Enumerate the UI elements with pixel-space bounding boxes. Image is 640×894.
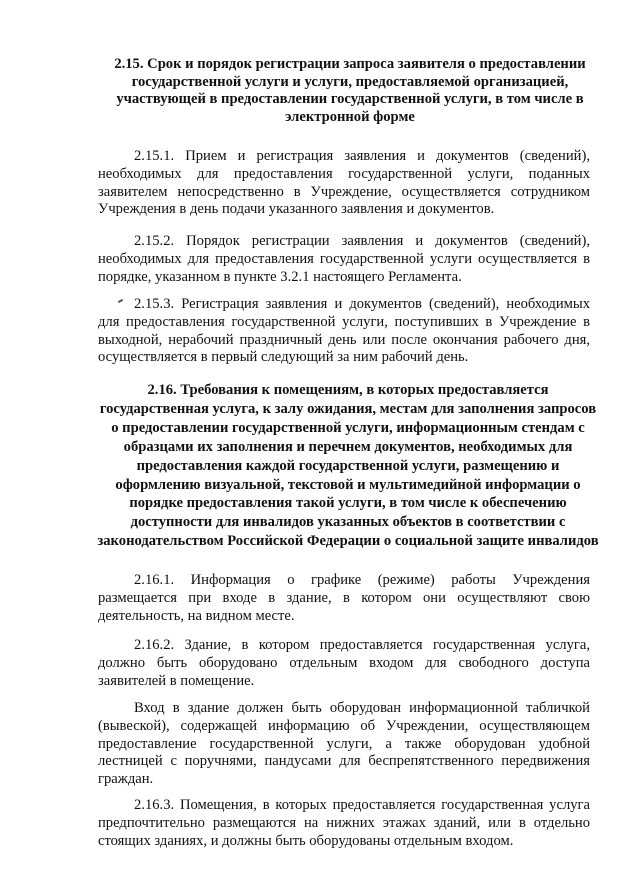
paragraph-entrance: Вход в здание должен быть оборудован информационной табличкой (вывеской), содержащей информацию об Учреждении, осуществляющем предоставление государственной услуги, а также оборудован удобной лестницей с поручнями, пандусами для беспрепятственного передвижения граждан. — [98, 700, 590, 788]
section-heading-2-16: 2.16. Требования к помещениям, в которых предоставляется государственная услуга, к залу ожидания, местам для заполнения запросов о предоставлении государственной услуги, информационным стендам с образцами их заполнения и перечнем документов, необходимых для предоставления каждой государственной услуги, размещению и оформлению визуальной, текстовой и мультимедийной информации о порядке предоставления такой услуги, в том числе к обеспечению доступности для инвалидов указанных объектов в соответствии с законодательством Российской Федерации о социальной защите инвалидов — [97, 382, 599, 550]
paragraph-2-16-1: 2.16.1. Информация о графике (режиме) работы Учреждения размещается при входе в здание, в котором они осуществляют свою деятельность, на видном месте. — [98, 572, 590, 624]
section-heading-2-15: 2.15. Срок и порядок регистрации запроса заявителя о предоставлении государственной услуги и услуги, предоставляемой организацией, участвующей в предоставлении государственной услуги, в том числе в электронной форме — [114, 56, 586, 125]
paragraph-2-15-2: 2.15.2. Порядок регистрации заявления и документов (сведений), необходимых для предоставления государственной услуги осуществляется в порядке, указанном в пункте 3.2.1 настоящего Регламента. — [98, 233, 590, 285]
paragraph-2-16-2: 2.16.2. Здание, в котором предоставляется государственная услуга, должно быть оборудовано отдельным входом для свободного доступа заявителей в помещение. — [98, 637, 590, 689]
paragraph-2-16-3: 2.16.3. Помещения, в которых предоставляется государственная услуга предпочтительно размещаются на нижних этажах зданий, или в отдельно стоящих зданиях, и должны быть оборудованы отдельным входом. — [98, 797, 590, 849]
paragraph-2-15-3: 2.15.3. Регистрация заявления и документов (сведений), необходимых для предоставления государственной услуги, поступивших в Учреждение в выходной, нерабочий праздничный день или после окончания рабочего дня, осуществляется в первый следующий за ним рабочий день. — [98, 296, 590, 366]
paragraph-2-15-1: 2.15.1. Прием и регистрация заявления и документов (сведений), необходимых для предоставления государственной услуги, поданных заявителем непосредственно в Учреждение, осуществляется сотрудником Учреждения в день подачи указанного заявления и документов. — [98, 148, 590, 218]
